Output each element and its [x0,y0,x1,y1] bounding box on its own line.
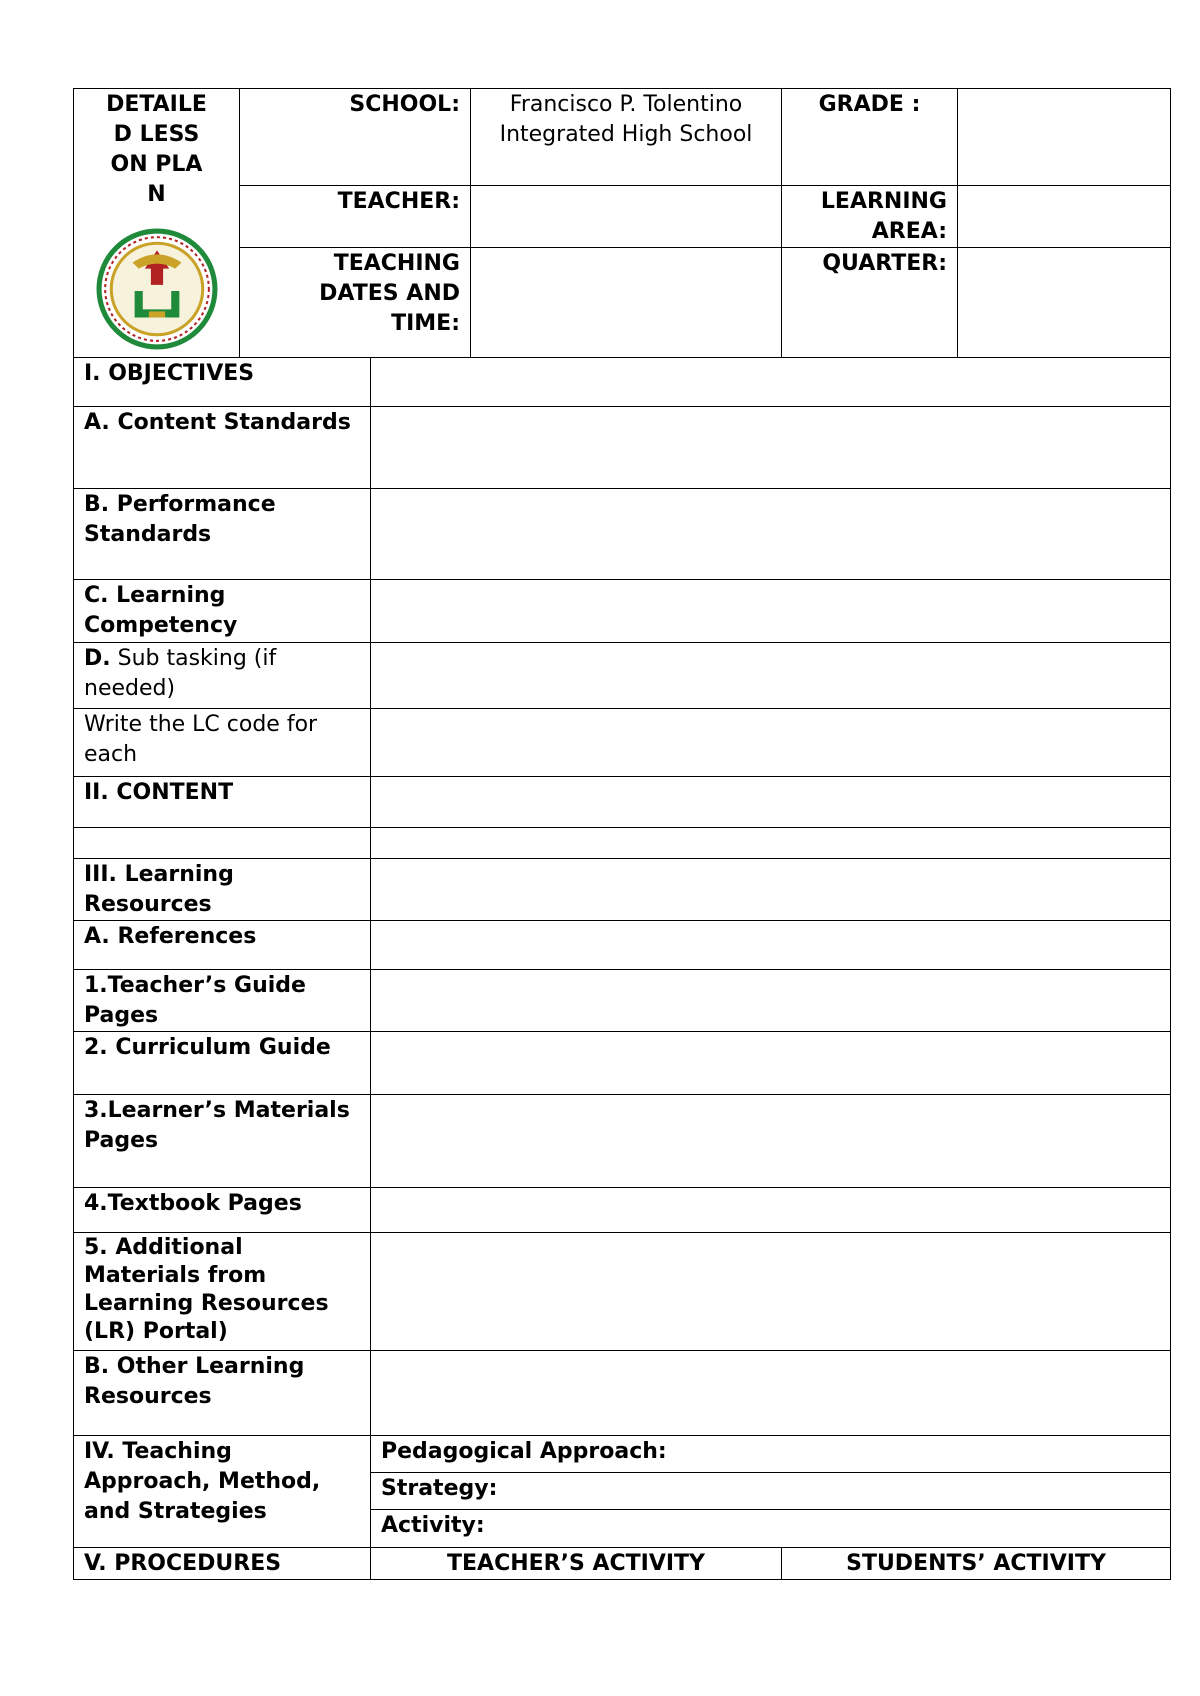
strategy-field[interactable]: Strategy: [371,1472,1171,1509]
performance-standards-value[interactable] [371,488,1171,579]
learning-area-label: LEARNING AREA: [782,186,958,248]
content-value[interactable] [371,776,1171,827]
sub-tasking-value[interactable] [371,642,1171,708]
objectives-value[interactable] [371,357,1171,406]
curriculum-guide-value[interactable] [371,1031,1171,1094]
header-table [73,88,1171,358]
teaching-dates-value[interactable] [471,248,782,358]
quarter-label: QUARTER: [782,248,958,358]
lesson-body-table [73,357,1171,1580]
school-label: SCHOOL: [240,89,471,186]
learning-resources-value[interactable] [371,858,1171,920]
additional-materials-value[interactable] [371,1232,1171,1350]
content-label: II. CONTENT [74,776,371,827]
content-standards-value[interactable] [371,406,1171,488]
teachers-guide-value[interactable] [371,969,1171,1031]
sub-tasking-label [74,642,371,708]
pedagogical-approach-field[interactable]: Pedagogical Approach: [371,1435,1171,1472]
additional-materials-label: 5. Additional Materials from Learning Resources (LR) Portal) [74,1232,371,1350]
textbook-pages-label: 4.Textbook Pages [74,1187,371,1232]
learning-competency-value[interactable] [371,579,1171,642]
curriculum-guide-label: 2. Curriculum Guide [74,1031,371,1094]
lesson-plan-title: DETAILED LESSON PLAN [106,92,207,207]
other-resources-label: B. Other Learning Resources [74,1350,371,1435]
blank-row-label [74,827,371,858]
sub-tasking-text: Sub tasking (if needed) [84,645,277,701]
blank-row-value[interactable] [371,827,1171,858]
school-value: Francisco P. Tolentino Integrated High School [471,89,782,186]
lc-code-label: Write the LC code for each [74,708,371,776]
title-cell [74,89,240,358]
learning-area-value[interactable] [958,186,1171,248]
activity-field[interactable]: Activity: [371,1509,1171,1547]
teacher-value[interactable] [471,186,782,248]
teaching-approach-label: IV. Teaching Approach, Method, and Strategies [74,1435,371,1547]
textbook-pages-value[interactable] [371,1187,1171,1232]
school-seal-icon [84,228,229,350]
teaching-dates-label: TEACHING DATES AND TIME: [240,248,471,358]
lc-code-value[interactable] [371,708,1171,776]
references-value[interactable] [371,920,1171,969]
performance-standards-label: B. Performance Standards [74,488,371,579]
teachers-guide-label: 1.Teacher’s Guide Pages [74,969,371,1031]
teacher-label: TEACHER: [240,186,471,248]
learning-resources-label: III. Learning Resources [74,858,371,920]
references-label: A. References [74,920,371,969]
learners-materials-value[interactable] [371,1094,1171,1187]
procedures-label: V. PROCEDURES [74,1547,371,1579]
teachers-activity-header: TEACHER’S ACTIVITY [371,1547,782,1579]
other-resources-value[interactable] [371,1350,1171,1435]
grade-label: GRADE : [782,89,958,186]
quarter-value[interactable] [958,248,1171,358]
students-activity-header: STUDENTS’ ACTIVITY [782,1547,1171,1579]
learners-materials-label: 3.Learner’s Materials Pages [74,1094,371,1187]
grade-value[interactable] [958,89,1171,186]
content-standards-label: A. Content Standards [74,406,371,488]
objectives-label: I. OBJECTIVES [74,357,371,406]
learning-competency-label: C. Learning Competency [74,579,371,642]
lesson-plan-sheet [73,88,1170,1580]
sub-tasking-prefix: D. [84,645,111,671]
